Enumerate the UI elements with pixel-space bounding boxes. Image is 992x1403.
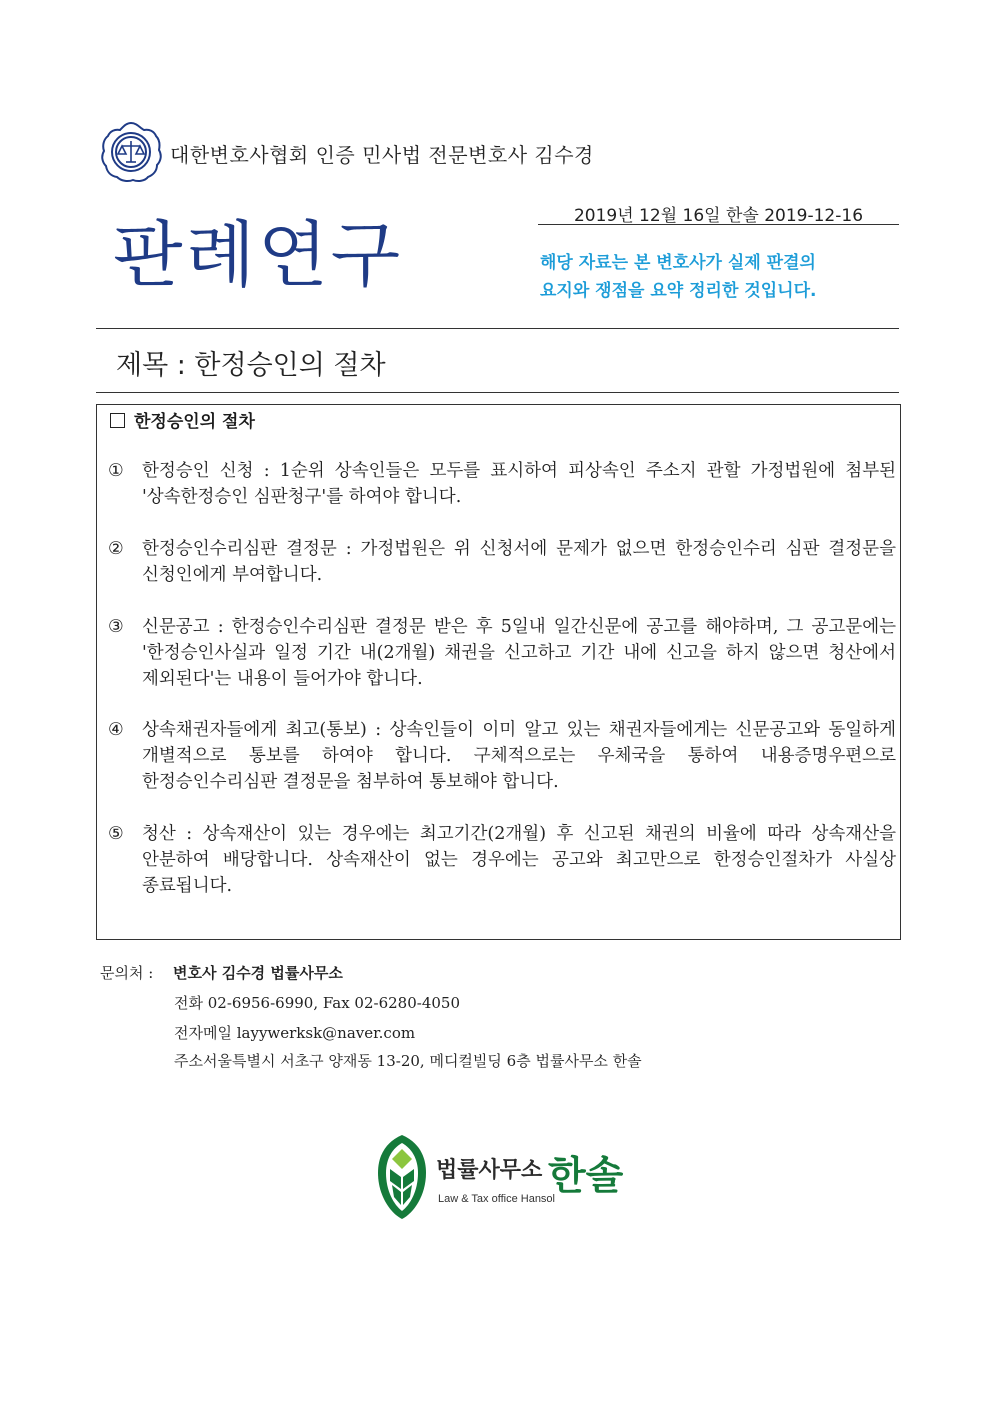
disclaimer-line-2: 요지와 쟁점을 요약 정리한 것입니다. (540, 281, 817, 301)
item-number: ③ (108, 617, 124, 637)
item-number: ⑤ (108, 824, 124, 844)
procedure-item (108, 717, 896, 795)
item-text: 신문공고 : 한정승인수리심판 결정문 받은 후 5일내 일간신문에 공고를 해야하며, 그 공고문에는 '한정승인사실과 일정 기간 내(2개월) 채권을 신고하고 기간 내에 신고을 하지 않으면 청산에서 제외된다'는 내용이 들어가야 합니다. (142, 617, 896, 689)
divider-top (96, 328, 899, 329)
procedure-item (108, 614, 896, 692)
procedure-item (108, 458, 896, 510)
subject-title: 제목 : 한정승인의 절차 (116, 350, 386, 381)
hansol-logo-icon (376, 1133, 428, 1221)
square-bullet-icon (110, 413, 125, 428)
disclaimer-text (540, 249, 816, 305)
item-text: 한정승인 신청 : 1순위 상속인들은 모두를 표시하여 피상속인 주소지 관할 가정법원에 첨부된 '상속한정승인 심판청구'를 하여야 합니다. (142, 461, 896, 507)
date-underline (538, 224, 899, 225)
bar-association-emblem-icon (100, 121, 162, 183)
logo-korean-name: 법률사무소 (436, 1158, 543, 1183)
disclaimer-line-1: 해당 자료는 본 변호사가 실제 판결의 (540, 253, 816, 273)
document-title: 판례연구 (113, 213, 404, 297)
item-number: ② (108, 539, 124, 559)
certification-text: 대한변호사협회 인증 민사법 전문변호사 김수경 (170, 143, 594, 167)
contact-name: 변호사 김수경 법률사무소 (173, 964, 343, 982)
contact-email: 전자메일 layywerksk@naver.com (174, 1024, 416, 1042)
contact-phone: 전화 02-6956-6990, Fax 02-6280-4050 (174, 994, 460, 1012)
item-text: 한정승인수리심판 결정문 : 가정법원은 위 신청서에 문제가 없으면 한정승인수리 심판 결정문을 신청인에게 부여합니다. (142, 539, 896, 585)
logo-english-name: Law & Tax office Hansol (438, 1193, 555, 1205)
content-heading (110, 407, 255, 432)
item-text: 청산 : 상속재산이 있는 경우에는 최고기간(2개월) 후 신고된 채권의 비율에 따라 상속재산을 안분하여 배당합니다. 상속재산이 없는 경우에는 공고와 최고만으로 한정승인절차가 사실상 종료됩니다. (142, 824, 896, 896)
procedure-item (108, 536, 896, 588)
item-text: 상속채권자들에게 최고(통보) : 상속인들이 이미 알고 있는 채권자들에게는 신문공고와 동일하게 개별적으로 통보를 하여야 합니다. 구체적으로는 우체국을 통하여 내용증명우편으로 한정승인수리심판 결정문을 첨부하여 통보해야 합니다. (142, 720, 896, 792)
date-line: 2019년 12월 16일 한솔 2019-12-16 (573, 206, 864, 226)
content-heading-text: 한정승인의 절차 (134, 412, 255, 432)
contact-label: 문의처 : (100, 964, 154, 982)
contact-address: 주소서울특별시 서초구 양재동 13-20, 메디컬빌딩 6층 법률사무소 한솔 (174, 1052, 642, 1070)
logo-brand-name: 한솔 (548, 1154, 624, 1199)
procedure-item (108, 821, 896, 899)
item-number: ① (108, 461, 124, 481)
item-number: ④ (108, 720, 124, 740)
divider-bottom (96, 392, 899, 393)
